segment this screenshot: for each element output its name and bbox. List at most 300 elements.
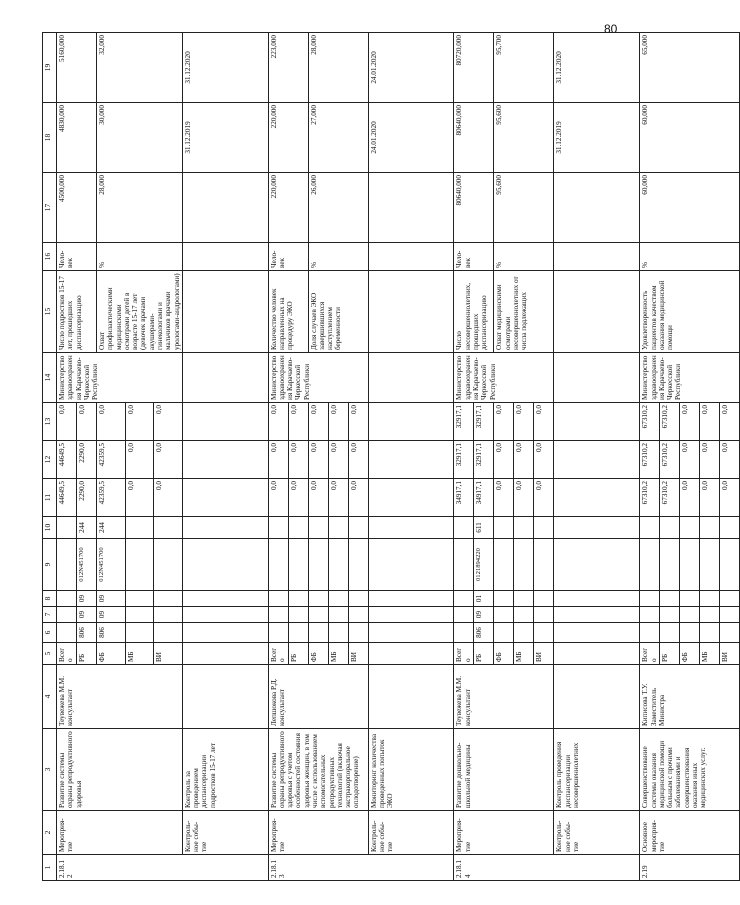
indicator-v17: 28,000 [97, 173, 183, 243]
funding-source: ФБ [97, 643, 126, 665]
amount-c11: 0,0 [125, 479, 154, 517]
code-c10 [534, 517, 554, 539]
code-c8 [700, 591, 720, 607]
code-c7: 09 [77, 607, 97, 623]
empty-cell [554, 643, 640, 665]
empty-cell [182, 173, 268, 243]
code-c7 [720, 607, 740, 623]
header-col-6: 6 [43, 623, 57, 643]
indicator-v19: 95,700 [494, 33, 554, 103]
code-c6 [454, 623, 474, 643]
code-c10 [308, 517, 328, 539]
code-c9 [534, 539, 554, 591]
code-c8 [660, 591, 680, 607]
code-c6 [680, 623, 700, 643]
empty-cell [182, 623, 268, 643]
empty-cell [368, 403, 454, 441]
code-c9 [328, 539, 348, 591]
indicator-v18: 95,600 [494, 103, 554, 173]
code-c8 [534, 591, 554, 607]
code-c6 [154, 623, 183, 643]
funding-source: ФБ [680, 643, 700, 665]
budget-table [42, 32, 740, 881]
code-c6 [494, 623, 514, 643]
code-c8 [57, 591, 77, 607]
code-c10 [328, 517, 348, 539]
empty-cell [368, 607, 454, 623]
amount-c13: 32917,1 [454, 403, 474, 441]
indicator-unit: % [308, 243, 368, 271]
header-col-5: 5 [43, 643, 57, 665]
amount-c12: 0,0 [328, 441, 348, 479]
amount-c11: 0,0 [720, 479, 740, 517]
code-c9 [154, 539, 183, 591]
amount-c11: 0,0 [308, 479, 328, 517]
amount-c13: 0,0 [720, 403, 740, 441]
amount-c11: 34917,1 [474, 479, 494, 517]
code-c7 [288, 607, 308, 623]
indicator-v19: 5160,000 [57, 33, 97, 103]
indicator-name: Число подростков 15-17 лет, прошедших диспансеризацию [57, 271, 97, 353]
amount-c11: 67310,2 [640, 479, 660, 517]
amount-c13: 0,0 [348, 403, 368, 441]
empty-cell [554, 243, 640, 271]
amount-c12: 0,0 [514, 441, 534, 479]
header-col-11: 11 [43, 479, 57, 517]
code-c10 [514, 517, 534, 539]
empty-cell [368, 173, 454, 243]
indicator-v17: 4500,000 [57, 173, 97, 243]
indicator-name: Количество человек направленных на процедуру ЭКО [268, 271, 308, 353]
empty-cell [368, 643, 454, 665]
code-c7 [534, 607, 554, 623]
header-col-19: 19 [43, 33, 57, 103]
funding-source: Всего [640, 643, 660, 665]
control-date: 31.12.2020 [182, 33, 268, 103]
amount-c11: 0,0 [348, 479, 368, 517]
amount-c11: 0,0 [288, 479, 308, 517]
amount-c11: 42359,5 [97, 479, 126, 517]
funding-source: РБ [77, 643, 97, 665]
header-row [43, 33, 57, 881]
code-c7 [348, 607, 368, 623]
responsible-person: Теувежева М.М. консультант [454, 665, 554, 729]
funding-source: ФБ [494, 643, 514, 665]
code-c10 [57, 517, 77, 539]
code-c7 [125, 607, 154, 623]
code-c8 [640, 591, 660, 607]
amount-c12: 2290,0 [77, 441, 97, 479]
indicator-v17: 220,000 [268, 173, 308, 243]
code-c6 [534, 623, 554, 643]
code-c9 [454, 539, 474, 591]
responsible-person: Лепшокова Р.Д. консультант [268, 665, 368, 729]
empty-cell [368, 517, 454, 539]
code-c8: 09 [97, 591, 126, 607]
control-name: Контроль за проведением диспансеризации подростков 15-17 лет [182, 729, 268, 811]
code-c6 [268, 623, 288, 643]
code-c6 [640, 623, 660, 643]
amount-c11: 0,0 [154, 479, 183, 517]
indicator-v19: 223,000 [268, 33, 308, 103]
responsible-person: Киписова Т.У. Заместитель Министра [640, 665, 740, 729]
code-c8: 01 [474, 591, 494, 607]
empty-cell [182, 353, 268, 403]
funding-source: РБ [288, 643, 308, 665]
code-c10 [640, 517, 660, 539]
control-date: 24.01.2020 [368, 33, 454, 103]
indicator-v17: 26,000 [308, 173, 368, 243]
event-name: Совершенствование системы оказания медицинской помощи больным с прочими заболеваниями и совершенствования оказания иных медицинских услуг. [640, 729, 740, 811]
amount-c12: 42359,5 [97, 441, 126, 479]
indicator-unit: Чело-век [454, 243, 494, 271]
control-type: Контроль-ное собы-тие [554, 811, 640, 855]
empty-cell [368, 539, 454, 591]
empty-cell [182, 479, 268, 517]
header-col-17: 17 [43, 173, 57, 243]
indicator-name: Число несовершеннолетних, прошедших диспансеризацию [454, 271, 494, 353]
event-name: Развитие дошкольно-школьной медицины [454, 729, 554, 811]
code-c8 [514, 591, 534, 607]
amount-c11: 0,0 [700, 479, 720, 517]
amount-c13: 67310,2 [660, 403, 680, 441]
row-number: 2.18.12 [57, 855, 269, 881]
empty-cell [554, 441, 640, 479]
empty-cell [182, 643, 268, 665]
control-row [182, 33, 268, 881]
amount-c11: 2290,0 [77, 479, 97, 517]
empty-cell [554, 403, 640, 441]
empty-cell [554, 173, 640, 243]
code-c9 [700, 539, 720, 591]
funding-source: ФБ [308, 643, 328, 665]
funding-source: Всего [454, 643, 474, 665]
empty-cell [182, 607, 268, 623]
code-c6: 806 [77, 623, 97, 643]
code-c9 [125, 539, 154, 591]
amount-c12: 0,0 [534, 441, 554, 479]
event-name: Развитие системы охраны репродуктивного здоровья [57, 729, 183, 811]
code-c7 [680, 607, 700, 623]
row-number: 2.18.14 [454, 855, 640, 881]
amount-c13: 0,0 [328, 403, 348, 441]
amount-c11: 0,0 [328, 479, 348, 517]
indicator-unit: Чело-век [57, 243, 97, 271]
code-c9: 012N451700 [77, 539, 97, 591]
amount-c12: 0,0 [720, 441, 740, 479]
table-row [268, 33, 288, 881]
header-col-4: 4 [43, 665, 57, 729]
amount-c13: 0,0 [534, 403, 554, 441]
executor-ministry: Министерство здравоохранения Карачаево-Черкесской Республики [268, 353, 368, 403]
indicator-v19: 32,000 [97, 33, 183, 103]
empty-cell [554, 353, 640, 403]
amount-c12: 32917,1 [474, 441, 494, 479]
empty-cell [182, 539, 268, 591]
indicator-v18: 27,000 [308, 103, 368, 173]
indicator-name: Охват профилактическими медицинскими осмотрами детей в возрасте 15-17 лет (девочек врачами акушерами-гинекологами и мальчиков врачами урологами-андрологами) [97, 271, 183, 353]
amount-c12: 0,0 [154, 441, 183, 479]
code-c10 [268, 517, 288, 539]
code-c7: 09 [97, 607, 126, 623]
amount-c12: 32917,1 [454, 441, 474, 479]
control-date: 31.12.2019 [182, 103, 268, 173]
header-col-9: 9 [43, 539, 57, 591]
indicator-unit: % [494, 243, 554, 271]
amount-c11: 0,0 [494, 479, 514, 517]
code-c10 [494, 517, 514, 539]
code-c9 [494, 539, 514, 591]
funding-source: ВИ [720, 643, 740, 665]
amount-c13: 0,0 [125, 403, 154, 441]
control-date: 31.12.2020 [554, 33, 640, 103]
code-c9 [680, 539, 700, 591]
amount-c11: 67310,2 [660, 479, 680, 517]
header-col-3: 3 [43, 729, 57, 811]
code-c9 [348, 539, 368, 591]
code-c7 [660, 607, 680, 623]
amount-c13: 0,0 [494, 403, 514, 441]
code-c9 [57, 539, 77, 591]
code-c8 [125, 591, 154, 607]
code-c10 [154, 517, 183, 539]
amount-c12: 44649,5 [57, 441, 77, 479]
funding-source: ВИ [154, 643, 183, 665]
code-c10 [680, 517, 700, 539]
code-c10 [125, 517, 154, 539]
header-col-7: 7 [43, 607, 57, 623]
code-c7 [268, 607, 288, 623]
indicator-v19: 65,000 [640, 33, 740, 103]
table-row [640, 33, 660, 881]
empty-cell [554, 271, 640, 353]
amount-c13: 0,0 [97, 403, 126, 441]
empty-cell [182, 517, 268, 539]
amount-c13: 0,0 [57, 403, 77, 441]
rotated-page [42, 33, 730, 881]
funding-source: РБ [660, 643, 680, 665]
header-col-1: 1 [43, 855, 57, 881]
code-c7: 09 [474, 607, 494, 623]
amount-c12: 67310,2 [660, 441, 680, 479]
amount-c13: 0,0 [268, 403, 288, 441]
code-c9: 0121894220 [474, 539, 494, 591]
empty-cell [554, 591, 640, 607]
funding-source: МБ [328, 643, 348, 665]
code-c6 [720, 623, 740, 643]
amount-c11: 34917,1 [454, 479, 474, 517]
executor-ministry: Министерство здравоохранения Карачаево-Черкесской Республики [454, 353, 554, 403]
code-c9 [660, 539, 680, 591]
empty-cell [554, 479, 640, 517]
empty-cell [554, 665, 640, 729]
control-name: Контроль проведения диспансеризации несовершеннолетних [554, 729, 640, 811]
funding-source: МБ [514, 643, 534, 665]
header-col-12: 12 [43, 441, 57, 479]
indicator-v18: 220,000 [268, 103, 308, 173]
amount-c12: 0,0 [494, 441, 514, 479]
amount-c13: 0,0 [308, 403, 328, 441]
code-c9 [288, 539, 308, 591]
indicator-v19: 28,000 [308, 33, 368, 103]
empty-cell [182, 591, 268, 607]
code-c7 [514, 607, 534, 623]
code-c7 [494, 607, 514, 623]
code-c8 [454, 591, 474, 607]
code-c10 [720, 517, 740, 539]
header-col-15: 15 [43, 271, 57, 353]
table-row [57, 33, 77, 881]
amount-c12: 0,0 [268, 441, 288, 479]
empty-cell [182, 271, 268, 353]
empty-cell [182, 403, 268, 441]
code-c10 [348, 517, 368, 539]
code-c8 [268, 591, 288, 607]
header-col-8: 8 [43, 591, 57, 607]
amount-c13: 0,0 [680, 403, 700, 441]
code-c8 [680, 591, 700, 607]
funding-source: МБ [125, 643, 154, 665]
amount-c12: 0,0 [125, 441, 154, 479]
funding-source: Всего [268, 643, 288, 665]
control-date: 31.12.2019 [554, 103, 640, 173]
empty-cell [368, 623, 454, 643]
control-row [554, 33, 640, 881]
code-c8 [494, 591, 514, 607]
code-c6 [328, 623, 348, 643]
control-date: 24.01.2020 [368, 103, 454, 173]
code-c9 [308, 539, 328, 591]
amount-c13: 0,0 [514, 403, 534, 441]
indicator-unit: % [640, 243, 740, 271]
row-number: 2.19 [640, 855, 740, 881]
amount-c12: 0,0 [308, 441, 328, 479]
code-c9 [268, 539, 288, 591]
empty-cell [368, 665, 454, 729]
code-c10 [288, 517, 308, 539]
empty-cell [368, 353, 454, 403]
empty-cell [554, 539, 640, 591]
code-c7 [700, 607, 720, 623]
event-type: Мероприя-тие [268, 811, 368, 855]
control-type: Контроль-ное собы-тие [368, 811, 454, 855]
amount-c13: 32917,1 [474, 403, 494, 441]
empty-cell [182, 441, 268, 479]
empty-cell [554, 607, 640, 623]
amount-c12: 0,0 [700, 441, 720, 479]
amount-c13: 67310,2 [640, 403, 660, 441]
indicator-unit: % [97, 243, 183, 271]
page-number: 80 [604, 22, 618, 36]
amount-c13: 0,0 [288, 403, 308, 441]
empty-cell [368, 441, 454, 479]
code-c8 [154, 591, 183, 607]
code-c9 [720, 539, 740, 591]
code-c8: 09 [77, 591, 97, 607]
amount-c11: 0,0 [534, 479, 554, 517]
event-type: Основное мероприя-тие [640, 811, 740, 855]
funding-source: МБ [700, 643, 720, 665]
code-c6: 806 [474, 623, 494, 643]
code-c7 [154, 607, 183, 623]
amount-c13: 0,0 [154, 403, 183, 441]
indicator-v18: 80640,000 [454, 103, 494, 173]
empty-cell [368, 479, 454, 517]
code-c9 [514, 539, 534, 591]
code-c6 [288, 623, 308, 643]
funding-source: РБ [474, 643, 494, 665]
indicator-name: Охват медицинскими осмотрами несовершеннолетних от числа подлежащих [494, 271, 554, 353]
indicator-unit: Чело-век [268, 243, 308, 271]
code-c7 [57, 607, 77, 623]
header-col-18: 18 [43, 103, 57, 173]
code-c6 [125, 623, 154, 643]
indicator-v17: 80640,000 [454, 173, 494, 243]
code-c6 [700, 623, 720, 643]
code-c8 [348, 591, 368, 607]
header-col-13: 13 [43, 403, 57, 441]
table-row [454, 33, 474, 881]
code-c8 [288, 591, 308, 607]
code-c10: 244 [97, 517, 126, 539]
indicator-name: Доля случаев ЭКО завершившихся наступлением беременности [308, 271, 368, 353]
empty-cell [368, 591, 454, 607]
code-c6 [348, 623, 368, 643]
header-col-2: 2 [43, 811, 57, 855]
responsible-person: Теувежева М.М. консультант [57, 665, 183, 729]
event-type: Мероприя-тие [57, 811, 183, 855]
code-c10 [454, 517, 474, 539]
code-c10 [700, 517, 720, 539]
indicator-v18: 4830,000 [57, 103, 97, 173]
indicator-v17: 95,600 [494, 173, 554, 243]
empty-cell [554, 517, 640, 539]
code-c10 [660, 517, 680, 539]
code-c7 [328, 607, 348, 623]
amount-c12: 67310,2 [640, 441, 660, 479]
control-type: Контроль-ное собы-тие [182, 811, 268, 855]
code-c8 [720, 591, 740, 607]
executor-ministry: Министерство здравоохранения Карачаево-Черкесской Республики [640, 353, 740, 403]
code-c6 [660, 623, 680, 643]
code-c6 [308, 623, 328, 643]
code-c9: 012N451700 [97, 539, 126, 591]
empty-cell [182, 665, 268, 729]
amount-c11: 0,0 [514, 479, 534, 517]
funding-source: ВИ [534, 643, 554, 665]
code-c10: 244 [77, 517, 97, 539]
amount-c12: 0,0 [680, 441, 700, 479]
code-c8 [308, 591, 328, 607]
executor-ministry: Министерство здравоохранения Карачаево-Черкесской Республики [57, 353, 183, 403]
control-row [368, 33, 454, 881]
amount-c11: 0,0 [268, 479, 288, 517]
indicator-v19: 80720,000 [454, 33, 494, 103]
amount-c12: 0,0 [288, 441, 308, 479]
code-c10: 611 [474, 517, 494, 539]
code-c7 [640, 607, 660, 623]
indicator-v18: 60,000 [640, 103, 740, 173]
indicator-v18: 30,000 [97, 103, 183, 173]
code-c6 [57, 623, 77, 643]
empty-cell [368, 243, 454, 271]
code-c8 [328, 591, 348, 607]
code-c9 [640, 539, 660, 591]
control-name: Мониторинг количества проведенных попыток ЭКО [368, 729, 454, 811]
empty-cell [554, 623, 640, 643]
code-c7 [454, 607, 474, 623]
header-col-16: 16 [43, 243, 57, 271]
